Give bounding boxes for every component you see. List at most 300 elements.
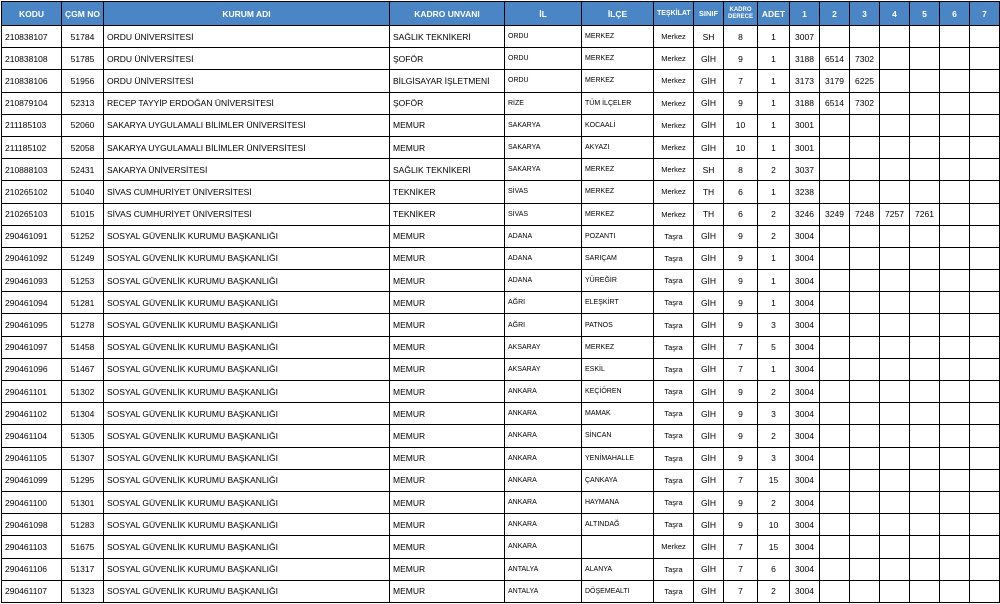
cell-col-5: [910, 181, 940, 203]
cell-col-7: [970, 558, 1000, 580]
cell-kadro-unvani: MEMUR: [390, 270, 505, 292]
table-row: [2, 292, 1000, 314]
cell-kodu: 210838107: [2, 26, 62, 48]
cell-col-1: 3004: [790, 336, 820, 358]
cell-adet: 10: [758, 514, 790, 536]
cell-kadro-derece: 7: [724, 536, 758, 558]
cell-col-1: 3004: [790, 536, 820, 558]
cell-kodu: 290461104: [2, 425, 62, 447]
cell-col-6: [940, 136, 970, 158]
cell-kadro-derece: 9: [724, 447, 758, 469]
cell-kadro-unvani: SAĞLIK TEKNİKERİ: [390, 159, 505, 181]
cell-il: AKSARAY: [505, 358, 582, 380]
cell-kurum-adi: SOSYAL GÜVENLİK KURUMU BAŞKANLIĞI: [104, 558, 390, 580]
table-header-row: [2, 2, 1000, 26]
cell-kadro-derece: 8: [724, 26, 758, 48]
cell-teskilat: Merkez: [654, 70, 694, 92]
cell-col-2: [820, 314, 850, 336]
cell-col-4: [880, 491, 910, 513]
cell-il: ORDU: [505, 26, 582, 48]
cell-col-4: [880, 358, 910, 380]
cell-kurum-adi: SOSYAL GÜVENLİK KURUMU BAŞKANLIĞI: [104, 225, 390, 247]
cell-il: RİZE: [505, 92, 582, 114]
cell-kurum-adi: SİVAS CUMHURİYET ÜNİVERSİTESİ: [104, 203, 390, 225]
table-row: [2, 181, 1000, 203]
table-row: [2, 314, 1000, 336]
cell-col-4: [880, 92, 910, 114]
cell-sinif: TH: [694, 203, 724, 225]
cell-sinif: GİH: [694, 270, 724, 292]
cell-col-4: [880, 514, 910, 536]
cell-sinif: GİH: [694, 136, 724, 158]
cell-col-4: [880, 48, 910, 70]
cell-col-2: [820, 247, 850, 269]
cell-col-7: [970, 580, 1000, 602]
cell-kodu: 210838108: [2, 48, 62, 70]
cell-il: ADANA: [505, 225, 582, 247]
cell-col-1: 3004: [790, 447, 820, 469]
cell-il: ADANA: [505, 270, 582, 292]
cell-col-2: 3249: [820, 203, 850, 225]
table-row: [2, 270, 1000, 292]
cell-kurum-adi: SOSYAL GÜVENLİK KURUMU BAŞKANLIĞI: [104, 536, 390, 558]
cell-kurum-adi: SAKARYA UYGULAMALI BİLİMLER ÜNİVERSİTESİ: [104, 136, 390, 158]
cell-ilce: MERKEZ: [582, 26, 654, 48]
cell-cgm-no: 51301: [62, 491, 104, 513]
cell-col-6: [940, 26, 970, 48]
cell-adet: 1: [758, 136, 790, 158]
cell-adet: 1: [758, 92, 790, 114]
cell-il: ORDU: [505, 70, 582, 92]
cell-col-2: [820, 469, 850, 491]
cell-ilce: MAMAK: [582, 403, 654, 425]
cell-kadro-derece: 9: [724, 270, 758, 292]
kadro-table: [1, 1, 1000, 603]
cell-kadro-unvani: MEMUR: [390, 403, 505, 425]
cell-sinif: SH: [694, 26, 724, 48]
cell-kodu: 290461098: [2, 514, 62, 536]
cell-col-5: [910, 159, 940, 181]
cell-col-5: [910, 136, 940, 158]
cell-teskilat: Taşra: [654, 491, 694, 513]
header-col-7: 7: [970, 2, 1000, 26]
cell-kadro-unvani: MEMUR: [390, 314, 505, 336]
table-row: [2, 381, 1000, 403]
cell-kadro-unvani: MEMUR: [390, 558, 505, 580]
cell-teskilat: Merkez: [654, 114, 694, 136]
cell-col-5: [910, 425, 940, 447]
cell-il: ANKARA: [505, 425, 582, 447]
cell-adet: 2: [758, 425, 790, 447]
cell-kadro-derece: 9: [724, 403, 758, 425]
cell-il: AKSARAY: [505, 336, 582, 358]
cell-il: ANKARA: [505, 514, 582, 536]
cell-kodu: 290461099: [2, 469, 62, 491]
cell-kadro-unvani: MEMUR: [390, 447, 505, 469]
cell-col-1: 3004: [790, 403, 820, 425]
cell-col-4: [880, 159, 910, 181]
table-row: [2, 425, 1000, 447]
header-col-6: 6: [940, 2, 970, 26]
cell-teskilat: Merkez: [654, 136, 694, 158]
cell-cgm-no: 51304: [62, 403, 104, 425]
cell-sinif: GİH: [694, 92, 724, 114]
cell-ilce: AKYAZI: [582, 136, 654, 158]
cell-kadro-derece: 10: [724, 136, 758, 158]
cell-col-6: [940, 425, 970, 447]
cell-adet: 1: [758, 270, 790, 292]
cell-kadro-derece: 9: [724, 514, 758, 536]
cell-col-2: [820, 336, 850, 358]
table-row: [2, 558, 1000, 580]
cell-teskilat: Merkez: [654, 92, 694, 114]
cell-col-6: [940, 403, 970, 425]
cell-col-4: [880, 336, 910, 358]
cell-kurum-adi: SOSYAL GÜVENLİK KURUMU BAŞKANLIĞI: [104, 358, 390, 380]
table-row: [2, 536, 1000, 558]
cell-col-1: 3004: [790, 580, 820, 602]
cell-col-1: 3004: [790, 381, 820, 403]
cell-ilce: POZANTI: [582, 225, 654, 247]
cell-col-4: [880, 114, 910, 136]
cell-col-5: [910, 514, 940, 536]
cell-cgm-no: 51252: [62, 225, 104, 247]
cell-cgm-no: 52431: [62, 159, 104, 181]
cell-col-1: 3188: [790, 92, 820, 114]
cell-cgm-no: 51785: [62, 48, 104, 70]
cell-adet: 1: [758, 48, 790, 70]
cell-teskilat: Taşra: [654, 292, 694, 314]
cell-col-3: [850, 381, 880, 403]
cell-sinif: GİH: [694, 358, 724, 380]
header-il: İL: [505, 2, 582, 26]
cell-col-1: 3246: [790, 203, 820, 225]
cell-kadro-derece: 7: [724, 70, 758, 92]
cell-col-1: 3188: [790, 48, 820, 70]
table-row: [2, 403, 1000, 425]
cell-col-5: [910, 270, 940, 292]
cell-col-7: [970, 136, 1000, 158]
cell-kodu: 210838106: [2, 70, 62, 92]
cell-col-4: [880, 270, 910, 292]
cell-cgm-no: 51302: [62, 381, 104, 403]
cell-kurum-adi: SOSYAL GÜVENLİK KURUMU BAŞKANLIĞI: [104, 247, 390, 269]
cell-il: ANKARA: [505, 491, 582, 513]
cell-col-3: [850, 270, 880, 292]
cell-col-2: [820, 26, 850, 48]
cell-col-1: 3004: [790, 314, 820, 336]
cell-il: ANKARA: [505, 403, 582, 425]
cell-col-5: [910, 114, 940, 136]
cell-cgm-no: 51040: [62, 181, 104, 203]
cell-kurum-adi: RECEP TAYYİP ERDOĞAN ÜNİVERSİTESİ: [104, 92, 390, 114]
cell-adet: 3: [758, 314, 790, 336]
cell-ilce: ALTINDAĞ: [582, 514, 654, 536]
cell-col-2: [820, 514, 850, 536]
cell-kadro-derece: 9: [724, 491, 758, 513]
cell-col-2: [820, 358, 850, 380]
cell-col-5: [910, 381, 940, 403]
cell-il: AĞRI: [505, 314, 582, 336]
cell-kodu: 290461101: [2, 381, 62, 403]
cell-col-7: [970, 314, 1000, 336]
cell-col-5: [910, 403, 940, 425]
cell-col-6: [940, 580, 970, 602]
cell-col-7: [970, 114, 1000, 136]
cell-col-7: [970, 48, 1000, 70]
cell-kodu: 210265102: [2, 181, 62, 203]
cell-sinif: GİH: [694, 447, 724, 469]
cell-kadro-derece: 9: [724, 381, 758, 403]
cell-col-7: [970, 247, 1000, 269]
cell-kadro-unvani: MEMUR: [390, 247, 505, 269]
cell-col-4: [880, 536, 910, 558]
table-row: [2, 225, 1000, 247]
cell-cgm-no: 51675: [62, 536, 104, 558]
cell-sinif: GİH: [694, 514, 724, 536]
cell-sinif: GİH: [694, 114, 724, 136]
cell-adet: 5: [758, 336, 790, 358]
cell-kurum-adi: SOSYAL GÜVENLİK KURUMU BAŞKANLIĞI: [104, 314, 390, 336]
table-row: [2, 447, 1000, 469]
cell-il: SAKARYA: [505, 114, 582, 136]
cell-cgm-no: 51467: [62, 358, 104, 380]
header-cgm-no: ÇGM NO: [62, 2, 104, 26]
cell-col-6: [940, 181, 970, 203]
cell-col-3: [850, 558, 880, 580]
cell-teskilat: Taşra: [654, 381, 694, 403]
cell-kurum-adi: SOSYAL GÜVENLİK KURUMU BAŞKANLIĞI: [104, 292, 390, 314]
cell-col-6: [940, 469, 970, 491]
cell-col-2: [820, 181, 850, 203]
cell-ilce: DÖŞEMEALTI: [582, 580, 654, 602]
cell-col-7: [970, 403, 1000, 425]
cell-col-5: [910, 225, 940, 247]
cell-col-7: [970, 536, 1000, 558]
cell-adet: 1: [758, 70, 790, 92]
cell-kodu: 210879104: [2, 92, 62, 114]
cell-sinif: GİH: [694, 70, 724, 92]
cell-kurum-adi: SOSYAL GÜVENLİK KURUMU BAŞKANLIĞI: [104, 403, 390, 425]
cell-col-4: [880, 292, 910, 314]
cell-kadro-derece: 10: [724, 114, 758, 136]
cell-il: SİVAS: [505, 203, 582, 225]
cell-col-1: 3173: [790, 70, 820, 92]
cell-kurum-adi: SAKARYA ÜNİVERSİTESİ: [104, 159, 390, 181]
cell-col-4: [880, 403, 910, 425]
cell-teskilat: Taşra: [654, 403, 694, 425]
cell-col-6: [940, 159, 970, 181]
cell-col-1: 3001: [790, 114, 820, 136]
cell-adet: 1: [758, 247, 790, 269]
cell-col-6: [940, 336, 970, 358]
cell-col-3: 7302: [850, 48, 880, 70]
cell-col-1: 3007: [790, 26, 820, 48]
cell-kadro-derece: 7: [724, 336, 758, 358]
cell-il: AĞRI: [505, 292, 582, 314]
cell-il: ORDU: [505, 48, 582, 70]
cell-ilce: YENİMAHALLE: [582, 447, 654, 469]
cell-kadro-derece: 7: [724, 580, 758, 602]
cell-col-1: 3004: [790, 469, 820, 491]
cell-col-2: 6514: [820, 48, 850, 70]
cell-kadro-unvani: MEMUR: [390, 358, 505, 380]
cell-il: SAKARYA: [505, 159, 582, 181]
cell-adet: 15: [758, 536, 790, 558]
cell-ilce: ALANYA: [582, 558, 654, 580]
cell-col-5: [910, 469, 940, 491]
cell-col-3: [850, 26, 880, 48]
cell-sinif: GİH: [694, 580, 724, 602]
cell-teskilat: Taşra: [654, 270, 694, 292]
cell-ilce: MERKEZ: [582, 336, 654, 358]
header-kadro-derece: KADRO DERECE: [724, 2, 758, 26]
cell-teskilat: Merkez: [654, 181, 694, 203]
cell-teskilat: Taşra: [654, 314, 694, 336]
cell-sinif: GİH: [694, 558, 724, 580]
cell-kadro-unvani: MEMUR: [390, 292, 505, 314]
header-col-2: 2: [820, 2, 850, 26]
cell-kadro-derece: 9: [724, 292, 758, 314]
cell-kadro-derece: 9: [724, 48, 758, 70]
cell-col-4: [880, 26, 910, 48]
cell-sinif: GİH: [694, 48, 724, 70]
cell-kodu: 290461094: [2, 292, 62, 314]
cell-adet: 2: [758, 580, 790, 602]
cell-kadro-derece: 9: [724, 247, 758, 269]
cell-col-5: [910, 447, 940, 469]
cell-col-6: [940, 514, 970, 536]
cell-cgm-no: 51307: [62, 447, 104, 469]
cell-col-3: [850, 181, 880, 203]
table-row: [2, 114, 1000, 136]
cell-kodu: 290461105: [2, 447, 62, 469]
cell-teskilat: Taşra: [654, 558, 694, 580]
cell-il: ANKARA: [505, 536, 582, 558]
cell-cgm-no: 51283: [62, 514, 104, 536]
cell-col-2: [820, 491, 850, 513]
cell-adet: 3: [758, 403, 790, 425]
cell-col-6: [940, 114, 970, 136]
cell-kodu: 290461092: [2, 247, 62, 269]
cell-col-1: 3238: [790, 181, 820, 203]
cell-ilce: HAYMANA: [582, 491, 654, 513]
cell-col-3: [850, 336, 880, 358]
cell-col-5: [910, 247, 940, 269]
cell-col-4: [880, 225, 910, 247]
cell-kadro-unvani: MEMUR: [390, 514, 505, 536]
cell-kadro-derece: 8: [724, 159, 758, 181]
cell-kadro-unvani: MEMUR: [390, 580, 505, 602]
cell-kodu: 211185103: [2, 114, 62, 136]
cell-col-5: 7261: [910, 203, 940, 225]
cell-col-5: [910, 48, 940, 70]
cell-col-1: 3004: [790, 292, 820, 314]
cell-ilce: SARIÇAM: [582, 247, 654, 269]
cell-col-5: [910, 92, 940, 114]
cell-col-2: [820, 381, 850, 403]
cell-cgm-no: 51305: [62, 425, 104, 447]
cell-col-6: [940, 70, 970, 92]
cell-col-7: [970, 381, 1000, 403]
cell-kadro-derece: 6: [724, 203, 758, 225]
cell-teskilat: Merkez: [654, 159, 694, 181]
cell-kodu: 290461102: [2, 403, 62, 425]
cell-kadro-unvani: MEMUR: [390, 536, 505, 558]
cell-kurum-adi: SOSYAL GÜVENLİK KURUMU BAŞKANLIĞI: [104, 381, 390, 403]
cell-col-2: [820, 225, 850, 247]
cell-col-3: 6225: [850, 70, 880, 92]
table-row: [2, 514, 1000, 536]
cell-col-4: [880, 136, 910, 158]
cell-cgm-no: 52313: [62, 92, 104, 114]
cell-kodu: 210888103: [2, 159, 62, 181]
cell-kurum-adi: ORDU ÜNİVERSİTESİ: [104, 48, 390, 70]
cell-col-5: [910, 314, 940, 336]
cell-col-3: [850, 403, 880, 425]
cell-col-2: [820, 536, 850, 558]
table-row: [2, 336, 1000, 358]
cell-col-7: [970, 425, 1000, 447]
cell-kadro-unvani: MEMUR: [390, 114, 505, 136]
cell-kadro-derece: 7: [724, 469, 758, 491]
cell-sinif: GİH: [694, 247, 724, 269]
cell-teskilat: Taşra: [654, 225, 694, 247]
cell-ilce: TÜM İLÇELER: [582, 92, 654, 114]
table-row: [2, 48, 1000, 70]
cell-col-7: [970, 491, 1000, 513]
cell-cgm-no: 52060: [62, 114, 104, 136]
cell-col-6: [940, 447, 970, 469]
header-col-1: 1: [790, 2, 820, 26]
cell-kodu: 290461106: [2, 558, 62, 580]
cell-col-5: [910, 358, 940, 380]
table-body: [2, 26, 1000, 603]
cell-col-7: [970, 447, 1000, 469]
cell-sinif: GİH: [694, 469, 724, 491]
cell-col-1: 3001: [790, 136, 820, 158]
cell-ilce: MERKEZ: [582, 48, 654, 70]
cell-sinif: GİH: [694, 491, 724, 513]
cell-teskilat: Taşra: [654, 580, 694, 602]
cell-ilce: KOCAALİ: [582, 114, 654, 136]
cell-col-1: 3004: [790, 558, 820, 580]
cell-kodu: 211185102: [2, 136, 62, 158]
cell-adet: 2: [758, 159, 790, 181]
cell-teskilat: Taşra: [654, 469, 694, 491]
cell-col-3: [850, 491, 880, 513]
header-sinif: SINIF: [694, 2, 724, 26]
cell-cgm-no: 51278: [62, 314, 104, 336]
cell-sinif: GİH: [694, 425, 724, 447]
cell-col-1: 3004: [790, 425, 820, 447]
cell-col-5: [910, 70, 940, 92]
cell-col-6: [940, 48, 970, 70]
cell-col-6: [940, 491, 970, 513]
cell-cgm-no: 51323: [62, 580, 104, 602]
cell-col-2: [820, 425, 850, 447]
cell-col-3: [850, 536, 880, 558]
cell-kadro-unvani: MEMUR: [390, 469, 505, 491]
cell-col-4: [880, 425, 910, 447]
cell-col-5: [910, 558, 940, 580]
cell-kodu: 290461107: [2, 580, 62, 602]
cell-col-2: [820, 114, 850, 136]
cell-col-4: [880, 247, 910, 269]
cell-adet: 1: [758, 181, 790, 203]
table-row: [2, 580, 1000, 602]
cell-teskilat: Taşra: [654, 514, 694, 536]
